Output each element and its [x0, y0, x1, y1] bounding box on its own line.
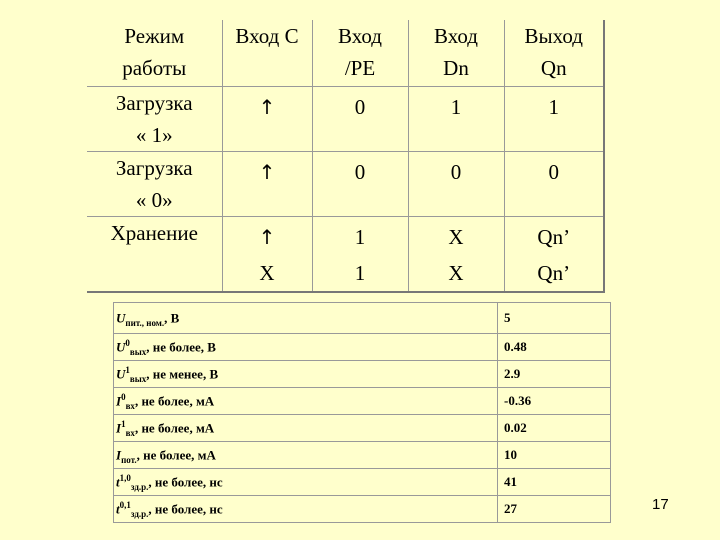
param-row: [114, 361, 611, 388]
parameters-table: [113, 302, 611, 523]
param-name: [114, 388, 498, 415]
param-name: [114, 469, 498, 496]
param-subscript: пот.: [121, 454, 137, 465]
param-name: [114, 415, 498, 442]
row-load1-mode-line2: « 1»: [135, 122, 173, 147]
header-mode-line1: Режим: [124, 24, 185, 48]
param-description: , не более, нс: [148, 500, 223, 516]
header-input-d-line2: Dn: [443, 56, 469, 80]
row-load1-c: [222, 86, 312, 151]
param-subscript: вых: [129, 346, 147, 357]
param-description: , не более, мА: [134, 392, 215, 408]
up-arrow-icon: ↑: [258, 159, 276, 184]
header-input-c: [222, 20, 312, 86]
param-symbol: U: [116, 338, 126, 354]
row-load0-q: [504, 151, 604, 216]
param-symbol: t: [116, 500, 120, 516]
header-input-pe: [312, 20, 408, 86]
param-value: 0.02: [498, 415, 611, 442]
row-store-mode-line1: Хранение: [110, 220, 198, 245]
param-superscript: 1,0: [119, 472, 131, 483]
param-description: , не более, нс: [148, 473, 223, 489]
param-value: 27: [498, 496, 611, 523]
row-store-q-value2: Qn’: [537, 260, 571, 285]
row-load1-pe-value: 0: [354, 94, 366, 119]
param-name: [114, 361, 498, 388]
param-name: [114, 496, 498, 523]
row-store-q-value1: Qn’: [537, 224, 571, 249]
param-symbol: U: [116, 365, 126, 381]
header-input-d-line1: Вход: [433, 24, 478, 48]
header-mode-line2: работы: [122, 56, 187, 80]
param-superscript: 1: [121, 418, 126, 429]
row-store-c: [222, 216, 312, 292]
header-input-pe-line2: /PE: [344, 56, 376, 80]
row-store-c-value2: X: [259, 260, 275, 285]
truth-table: [87, 20, 605, 293]
row-store-pe-value2: 1: [354, 260, 366, 285]
param-value: 41: [498, 469, 611, 496]
param-symbol: I: [116, 419, 122, 435]
param-row: [114, 388, 611, 415]
row-load1-pe: [312, 86, 408, 151]
param-value: -0.36: [498, 388, 611, 415]
param-description: , не более, В: [146, 338, 216, 354]
header-input-pe-line1: Вход: [337, 24, 382, 48]
param-value: 5: [498, 303, 611, 334]
param-subscript: вх: [125, 400, 135, 411]
header-mode: [87, 20, 222, 86]
param-subscript: вх: [125, 427, 135, 438]
row-load1-mode-line1: Загрузка: [115, 90, 193, 115]
row-load0-d: [408, 151, 504, 216]
param-name: [114, 442, 498, 469]
row-load0-d-value: 0: [450, 159, 462, 184]
param-subscript: зд.р.: [130, 481, 149, 492]
param-description: , не более, мА: [136, 446, 216, 462]
param-row: [114, 442, 611, 469]
param-subscript: вых: [129, 373, 147, 384]
page-number: 17: [652, 496, 669, 513]
header-input-d: [408, 20, 504, 86]
param-superscript: 0: [121, 391, 126, 402]
row-load1-q-value: 1: [548, 94, 559, 119]
row-load0-mode-line1: Загрузка: [115, 155, 193, 180]
param-name: [114, 303, 498, 334]
row-load0-c: [222, 151, 312, 216]
param-name: [114, 334, 498, 361]
row-store-d-value1: X: [448, 224, 464, 249]
param-row: [114, 334, 611, 361]
row-load1-d: [408, 86, 504, 151]
row-load1-d-value: 1: [450, 94, 462, 119]
row-store-d: [408, 216, 504, 292]
param-value: 0.48: [498, 334, 611, 361]
row-store-q: [504, 216, 604, 292]
param-description: , В: [164, 309, 180, 325]
param-value: 10: [498, 442, 611, 469]
param-symbol: I: [116, 392, 122, 408]
row-load1-mode: [87, 86, 222, 151]
param-superscript: 0: [125, 337, 130, 348]
row-load0-pe-value: 0: [354, 159, 366, 184]
row-store-pe: [312, 216, 408, 292]
row-load0-mode: [87, 151, 222, 216]
header-output-q-line1: Выход: [524, 24, 583, 48]
up-arrow-icon: ↑: [258, 224, 276, 249]
row-store-d-value2: X: [448, 260, 464, 285]
row-store-pe-value1: 1: [354, 224, 366, 249]
param-symbol: I: [116, 446, 122, 462]
row-store-mode: [87, 216, 222, 292]
row-load0-pe: [312, 151, 408, 216]
header-output-q-line2: Qn: [540, 56, 567, 80]
param-symbol: U: [116, 309, 126, 325]
row-load0-q-value: 0: [548, 159, 559, 184]
header-input-c-text: Вход C: [235, 24, 299, 48]
param-value: 2.9: [498, 361, 611, 388]
param-row: [114, 415, 611, 442]
param-row: [114, 496, 611, 523]
param-row: [114, 303, 611, 334]
row-load1-q: [504, 86, 604, 151]
up-arrow-icon: ↑: [258, 94, 276, 119]
param-subscript: зд.р.: [130, 508, 149, 519]
param-description: , не менее, В: [146, 365, 219, 381]
param-subscript: пит., ном.: [125, 317, 165, 328]
param-symbol: t: [116, 473, 120, 489]
param-description: , не более, мА: [134, 419, 215, 435]
param-superscript: 1: [125, 364, 130, 375]
param-row: [114, 469, 611, 496]
row-load0-mode-line2: « 0»: [135, 187, 173, 212]
param-superscript: 0,1: [119, 499, 131, 510]
header-output-q: [504, 20, 604, 86]
